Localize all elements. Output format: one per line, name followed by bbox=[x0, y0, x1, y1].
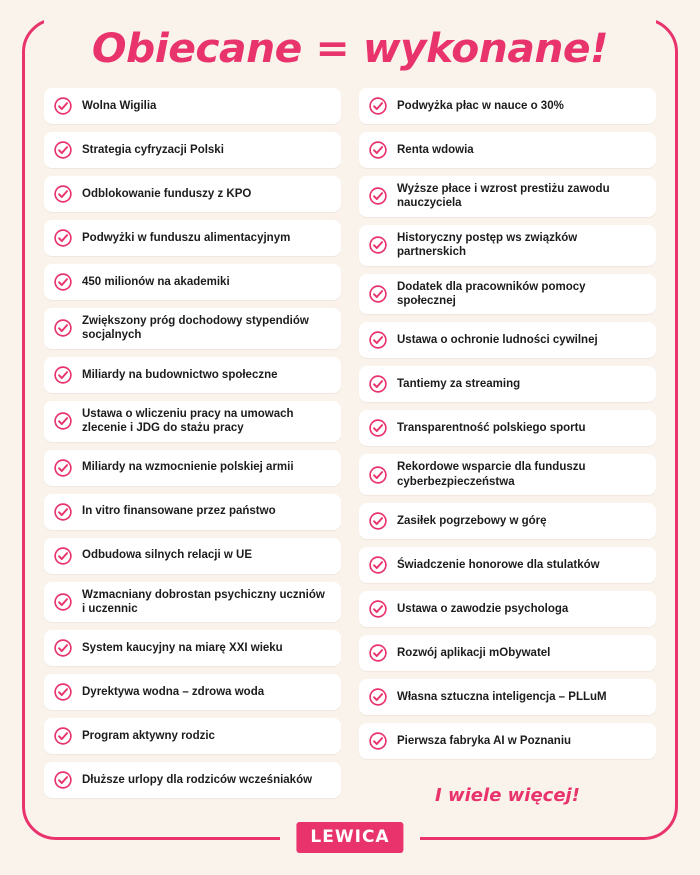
list-item bbox=[359, 225, 656, 266]
list-item bbox=[44, 674, 341, 710]
check-circle-icon bbox=[54, 503, 72, 521]
list-item-label: Ustawa o ochronie ludności cywilnej bbox=[397, 334, 598, 347]
check-circle-icon bbox=[54, 683, 72, 701]
list-item-label: In vitro finansowane przez państwo bbox=[82, 505, 276, 518]
list-item bbox=[359, 410, 656, 446]
list-item-label: Rekordowe wsparcie dla funduszu cyberbezpieczeństwa bbox=[397, 461, 586, 488]
list-item bbox=[359, 679, 656, 715]
list-item bbox=[359, 723, 656, 759]
list-item-label: Pierwsza fabryka AI w Poznaniu bbox=[397, 734, 572, 747]
list-item bbox=[44, 762, 341, 798]
check-circle-icon bbox=[369, 600, 387, 618]
list-item-label: Zwiększony próg dochodowy stypendiów socjalnych bbox=[82, 315, 309, 342]
list-item bbox=[44, 494, 341, 530]
check-circle-icon bbox=[54, 319, 72, 337]
list-item-label: Miliardy na wzmocnienie polskiej armii bbox=[82, 461, 294, 474]
list-item-label: Podwyżki w funduszu alimentacyjnym bbox=[82, 231, 291, 244]
check-circle-icon bbox=[369, 187, 387, 205]
list-item bbox=[359, 635, 656, 671]
check-circle-icon bbox=[369, 466, 387, 484]
check-circle-icon bbox=[54, 412, 72, 430]
list-item-label: Transparentność polskiego sportu bbox=[397, 422, 586, 435]
list-item bbox=[44, 88, 341, 124]
check-circle-icon bbox=[54, 97, 72, 115]
check-circle-icon bbox=[54, 141, 72, 159]
check-circle-icon bbox=[54, 593, 72, 611]
list-item-label: Dodatek dla pracowników pomocy społecznej bbox=[397, 280, 586, 307]
check-circle-icon bbox=[54, 547, 72, 565]
list-item bbox=[359, 88, 656, 124]
list-item-label: Zasiłek pogrzebowy w górę bbox=[397, 514, 547, 527]
list-item-label: Dłuższe urlopy dla rodziców wcześniaków bbox=[82, 774, 313, 787]
list-item-label: Świadczenie honorowe dla stulatków bbox=[397, 558, 600, 571]
list-item bbox=[359, 274, 656, 315]
list-item bbox=[44, 582, 341, 623]
list-item bbox=[44, 357, 341, 393]
check-circle-icon bbox=[369, 732, 387, 750]
check-circle-icon bbox=[369, 375, 387, 393]
check-circle-icon bbox=[54, 639, 72, 657]
list-item bbox=[359, 176, 656, 217]
list-item-label: Odblokowanie funduszy z KPO bbox=[82, 187, 252, 200]
promises-column-left bbox=[44, 88, 341, 806]
list-item-label: Ustawa o zawodzie psychologa bbox=[397, 602, 569, 615]
promises-column-right bbox=[359, 88, 656, 806]
list-item-label: Wolna Wigilia bbox=[82, 99, 157, 112]
list-item-label: System kaucyjny na miarę XXI wieku bbox=[82, 642, 283, 655]
more-label: I wiele więcej! bbox=[435, 785, 580, 806]
list-item-label: Rozwój aplikacji mObywatel bbox=[397, 646, 551, 659]
check-circle-icon bbox=[369, 236, 387, 254]
list-item-label: Tantiemy za streaming bbox=[397, 378, 521, 391]
list-item-label: Wyższe płace i wzrost prestiżu zawodu nauczyciela bbox=[397, 183, 610, 210]
list-item bbox=[44, 401, 341, 442]
check-circle-icon bbox=[54, 229, 72, 247]
list-item bbox=[359, 503, 656, 539]
check-circle-icon bbox=[369, 97, 387, 115]
list-item bbox=[44, 308, 341, 349]
check-circle-icon bbox=[369, 556, 387, 574]
promises-columns bbox=[44, 88, 656, 806]
list-item bbox=[359, 322, 656, 358]
check-circle-icon bbox=[369, 285, 387, 303]
check-circle-icon bbox=[369, 141, 387, 159]
check-circle-icon bbox=[54, 366, 72, 384]
list-item-label: Wzmacniany dobrostan psychiczny uczniów i uczennic bbox=[82, 588, 325, 615]
list-item-label: Miliardy na budownictwo społeczne bbox=[82, 368, 278, 381]
list-item-label: Strategia cyfryzacji Polski bbox=[82, 143, 224, 156]
page-title: Obiecane = wykonane! bbox=[91, 26, 609, 72]
check-circle-icon bbox=[54, 771, 72, 789]
list-item-label: Własna sztuczna inteligencja – PLLuM bbox=[397, 690, 607, 703]
check-circle-icon bbox=[369, 688, 387, 706]
list-item bbox=[44, 718, 341, 754]
check-circle-icon bbox=[369, 331, 387, 349]
list-item-label: Renta wdowia bbox=[397, 143, 474, 156]
check-circle-icon bbox=[54, 185, 72, 203]
list-item bbox=[44, 630, 341, 666]
lewica-logo: LEWICA bbox=[296, 822, 403, 853]
list-item-label: Ustawa o wliczeniu pracy na umowach zlecenie i JDG do stażu pracy bbox=[82, 407, 294, 435]
list-item bbox=[44, 220, 341, 256]
check-circle-icon bbox=[369, 512, 387, 530]
list-item-label: Podwyżka płac w nauce o 30% bbox=[397, 99, 564, 112]
list-item-label: Dyrektywa wodna – zdrowa woda bbox=[82, 686, 265, 699]
list-item bbox=[359, 132, 656, 168]
check-circle-icon bbox=[369, 419, 387, 437]
list-item-label: Historyczny postęp ws związków partnerskich bbox=[397, 231, 578, 259]
check-circle-icon bbox=[54, 459, 72, 477]
check-circle-icon bbox=[54, 273, 72, 291]
list-item bbox=[359, 547, 656, 583]
list-item bbox=[359, 454, 656, 495]
list-item-label: Program aktywny rodzic bbox=[82, 730, 215, 743]
list-item bbox=[44, 264, 341, 300]
list-item bbox=[44, 538, 341, 574]
list-item bbox=[359, 366, 656, 402]
check-circle-icon bbox=[369, 644, 387, 662]
list-item bbox=[44, 132, 341, 168]
list-item bbox=[44, 176, 341, 212]
list-item bbox=[44, 450, 341, 486]
check-circle-icon bbox=[54, 727, 72, 745]
list-item bbox=[359, 591, 656, 627]
list-item-label: Odbudowa silnych relacji w UE bbox=[82, 549, 252, 562]
list-item-label: 450 milionów na akademiki bbox=[82, 275, 230, 288]
